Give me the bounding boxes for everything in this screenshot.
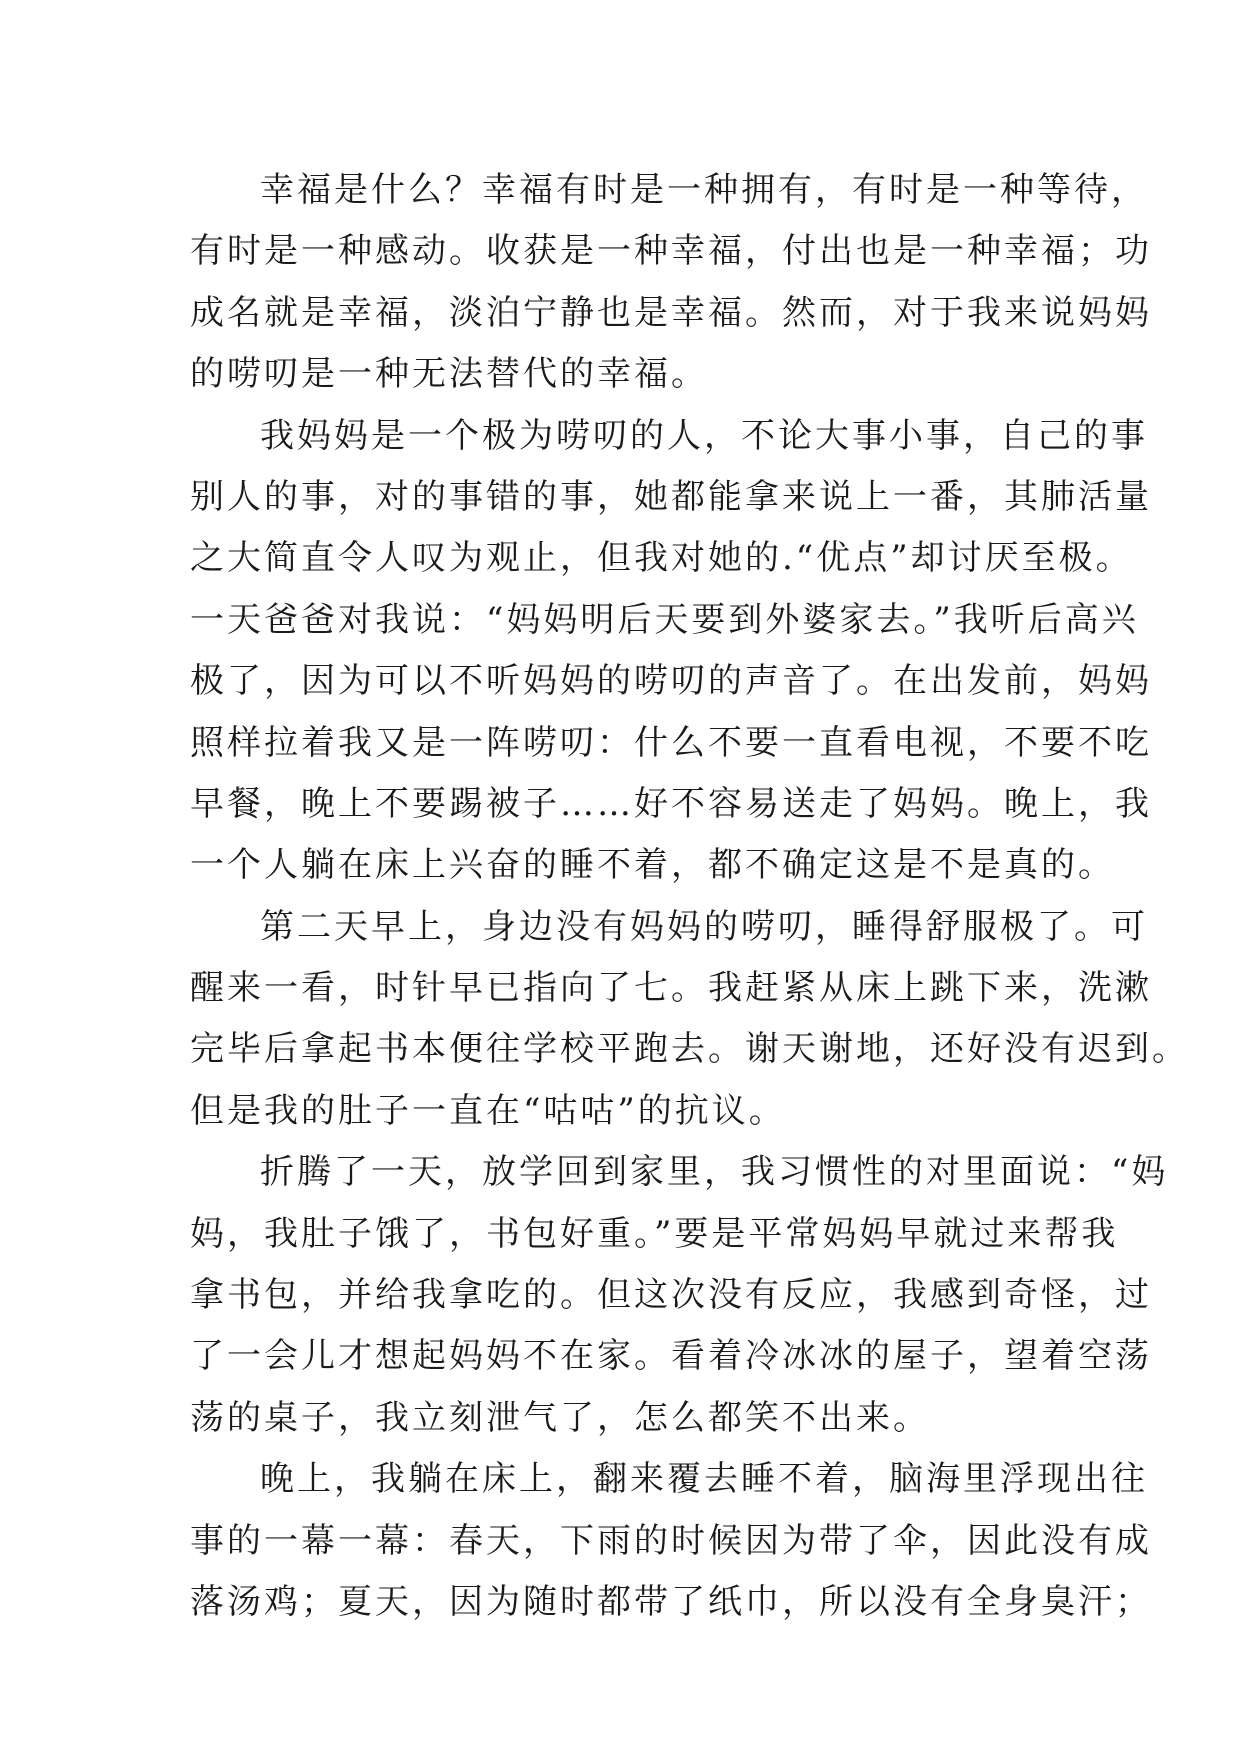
text-line: 妈，我肚子饿了，书包好重。”要是平常妈妈早就过来帮我 <box>190 1213 1119 1254</box>
text-line: 拿书包，并给我拿吃的。但这次没有反应，我感到奇怪，过 <box>190 1275 1152 1316</box>
text-line: 了一会儿才想起妈妈不在家。看着冷冰冰的屋子，望着空荡 <box>190 1336 1152 1377</box>
paragraph-next-morning <box>190 897 1189 1143</box>
text-line: 一个人躺在床上兴奋的睡不着，都不确定这是不是真的。 <box>190 845 1115 886</box>
text-line: 事的一幕一幕：春天，下雨的时候因为带了伞，因此没有成 <box>190 1520 1152 1561</box>
text-line: 一天爸爸对我说：“妈妈明后天要到外婆家去。”我听后高兴 <box>190 599 1139 640</box>
text-line: 极了，因为可以不听妈妈的唠叨的声音了。在出发前，妈妈 <box>190 661 1152 702</box>
text-line: 荡的桌子，我立刻泄气了，怎么都笑不出来。 <box>190 1397 930 1438</box>
text-line: 有时是一种感动。收获是一种幸福，付出也是一种幸福；功 <box>190 231 1152 272</box>
text-line: 醒来一看，时针早已指向了七。我赶紧从床上跳下来，洗漱 <box>190 968 1152 1009</box>
text-line: 我妈妈是一个极为唠叨的人，不论大事小事，自己的事 <box>260 415 1148 456</box>
text-line: 早餐，晚上不要踢被子……好不容易送走了妈妈。晚上，我 <box>190 783 1152 824</box>
document-body <box>190 160 1189 1633</box>
paragraph-evening-memories <box>190 1449 1152 1633</box>
text-line: 但是我的肚子一直在“咕咕”的抗议。 <box>190 1090 786 1131</box>
text-line: 完毕后拿起书本便往学校平跑去。谢天谢地，还好没有迟到。 <box>190 1029 1189 1070</box>
text-line: 之大简直令人叹为观止，但我对她的.“优点”却讨厌至极。 <box>190 538 1133 579</box>
text-line: 落汤鸡；夏天，因为随时都带了纸巾，所以没有全身臭汗； <box>190 1581 1152 1622</box>
paragraph-after-school <box>190 1142 1169 1449</box>
text-line: 幸福是什么？幸福有时是一种拥有，有时是一种等待， <box>260 170 1148 210</box>
paragraph-mother-nagging <box>190 406 1152 897</box>
text-line: 折腾了一天，放学回到家里，我习惯性的对里面说：“妈 <box>260 1152 1169 1193</box>
text-line: 第二天早上，身边没有妈妈的唠叨，睡得舒服极了。可 <box>260 906 1148 947</box>
text-line: 照样拉着我又是一阵唠叨：什么不要一直看电视，不要不吃 <box>190 722 1152 763</box>
paragraph-happiness-intro <box>190 160 1152 406</box>
text-line: 别人的事，对的事错的事，她都能拿来说上一番，其肺活量 <box>190 476 1152 517</box>
text-line: 晚上，我躺在床上，翻来覆去睡不着，脑海里浮现出往 <box>260 1459 1148 1500</box>
text-line: 的唠叨是一种无法替代的幸福。 <box>190 354 708 395</box>
text-line: 成名就是幸福，淡泊宁静也是幸福。然而，对于我来说妈妈 <box>190 292 1152 333</box>
